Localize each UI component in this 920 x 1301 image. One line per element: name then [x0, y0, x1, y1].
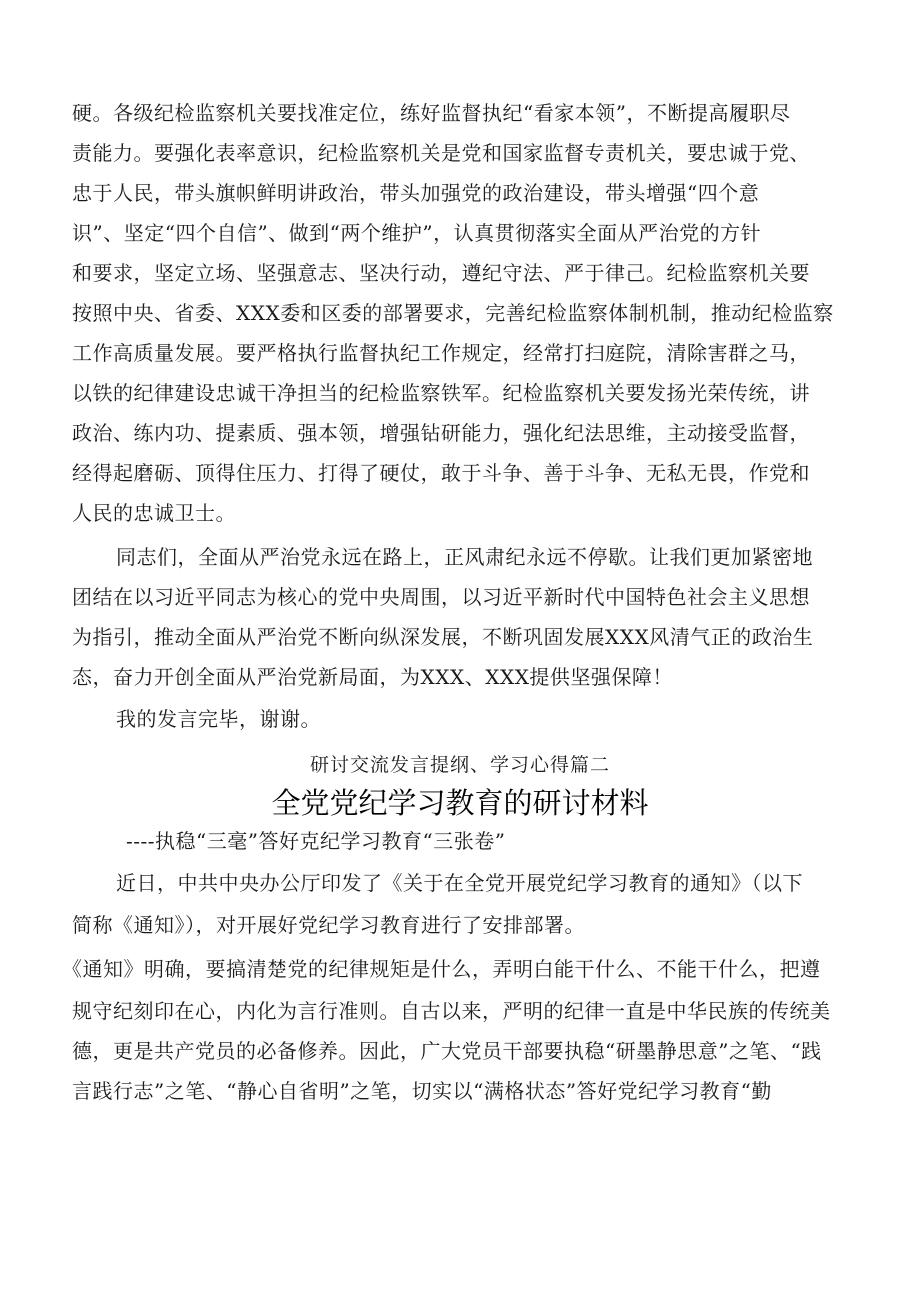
paragraph1-line: 人民的忠诚卫士。: [72, 501, 236, 525]
paragraph1-line: 以铁的纪律建设忠诚干净担当的纪检监察铁军。纪检监察机关要发扬光荣传统，讲: [72, 381, 810, 405]
paragraph1-line: 按照中央、省委、XXX委和区委的部署要求，完善纪检监察体制机制，推动纪检监察: [72, 301, 834, 325]
paragraph1-line: 政治、练内功、提素质、强本领，增强钻研能力，强化纪法思维，主动接受监督，: [72, 421, 810, 445]
paragraph2-line: 态，奋力开创全面从严治党新局面，为XXX、XXX提供坚强保障！: [72, 665, 673, 689]
paragraph2-line: 为指引，推动全面从严治党不断向纵深发展，不断巩固发展XXX风清气正的政治生: [72, 625, 814, 649]
section-title: 全党党纪学习教育的研讨材料: [271, 786, 649, 820]
paragraph1-line: 经得起磨砺、顶得住压力、打得了硬仗，敢于斗争、善于斗争、无私无畏，作党和: [72, 461, 810, 485]
paragraph1-line: 工作高质量发展。要严格执行监督执纪工作规定，经常打扫庭院，清除害群之马，: [72, 341, 810, 365]
paragraph1-line: 识”、坚定“四个自信”、做到“两个维护”，认真贯彻落实全面从严治党的方针: [72, 221, 762, 245]
paragraph3-line: 简称《通知》），对开展好党纪学习教育进行了安排部署。: [72, 913, 585, 937]
paragraph4-line: 言践行志”之笔、“静心自省明”之笔，切实以“满格状态”答好党纪学习教育“勤: [72, 1079, 772, 1103]
paragraph4-line: 规守纪刻印在心，内化为言行准则。自古以来，严明的纪律一直是中华民族的传统美: [72, 999, 831, 1023]
paragraph4-line: 德，更是共产党员的必备修养。因此，广大党员干部要执稳“研墨静思意”之笔、“践: [72, 1039, 822, 1063]
paragraph4-line: 《通知》明确，要搞清楚党的纪律规矩是什么，弄明白能干什么、不能干什么，把遵: [62, 957, 821, 981]
paragraph1-line: 忠于人民，带头旗帜鲜明讲政治，带头加强党的政治建设，带头增强“四个意: [72, 181, 760, 205]
paragraph1-line: 责能力。要强化表率意识，纪检监察机关是党和国家监督专责机关，要忠诚于党、: [72, 141, 810, 165]
closing-remark: 我的发言完毕，谢谢。: [116, 707, 321, 731]
section-subtitle: 研讨交流发言提纲、学习心得篇二: [309, 754, 610, 776]
paragraph1-line: 和要求，坚定立场、坚强意志、坚决行动，遵纪守法、严于律己。纪检监察机关要: [72, 261, 810, 285]
paragraph3-line: 近日，中共中央办公厅印发了《关于在全党开展党纪学习教育的通知》（以下: [116, 871, 803, 895]
paragraph1-line: 硬。各级纪检监察机关要找准定位，练好监督执纪“看家本领”，不断提高履职尽: [72, 101, 791, 125]
paragraph2-line: 团结在以习近平同志为核心的党中央周围，以习近平新时代中国特色社会主义思想: [72, 585, 810, 609]
paragraph2-line: 同志们，全面从严治党永远在路上，正风肃纪永远不停歇。让我们更加紧密地: [116, 545, 813, 569]
section-dash-subtitle: ----执稳“三毫”答好克纪学习教育“三张卷”: [126, 829, 506, 853]
